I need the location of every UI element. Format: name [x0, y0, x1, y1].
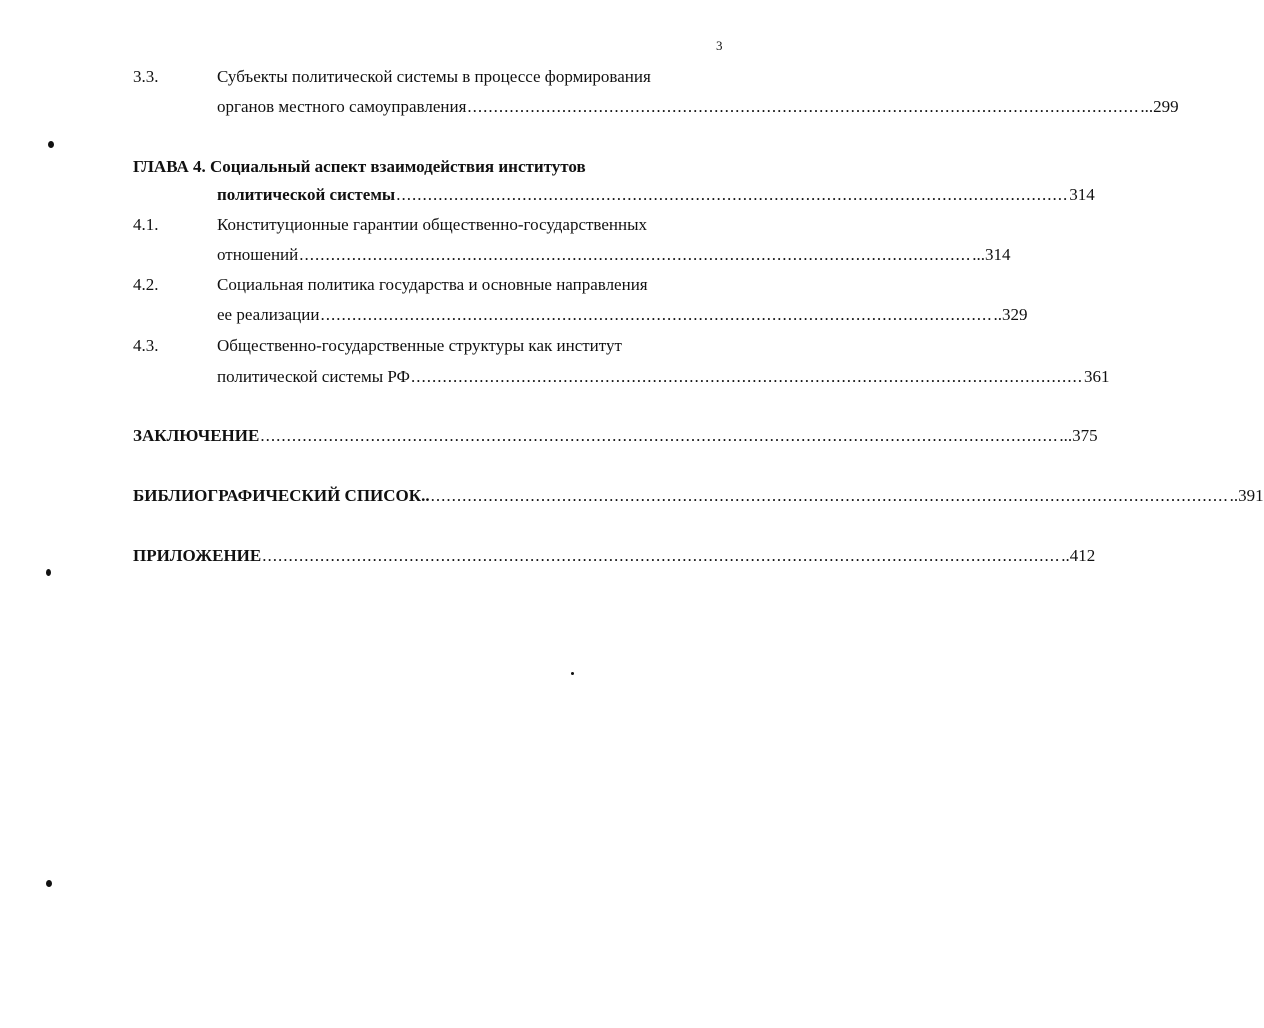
toc-conclusion-label: ЗАКЛЮЧЕНИЕ: [133, 426, 260, 445]
leader-dots: ........................................................................................................................................................: [430, 486, 1229, 505]
leader-dots: ................................................................................................................................: [467, 97, 1140, 116]
toc-title-4-1-line1: Конституционные гарантии общественно-государственных: [217, 215, 648, 234]
toc-page-4-3: 361: [1083, 367, 1110, 386]
leader-dots: ................................................................................................................................: [410, 367, 1083, 386]
leader-dots: ................................................................................................................................: [299, 245, 972, 264]
leader-dots: ........................................................................................................................................................: [260, 426, 1059, 445]
toc-number-4-1: 4.1.: [133, 215, 159, 234]
toc-appendix-label: ПРИЛОЖЕНИЕ: [133, 546, 262, 565]
toc-number-3-3: 3.3.: [133, 67, 159, 86]
toc-page-appendix: ..412: [1061, 546, 1096, 565]
toc-title-4-3-line1: Общественно-государственные структуры как институт: [217, 336, 622, 355]
binding-mark: [46, 569, 51, 576]
toc-title-4-2-line1: Социальная политика государства и основные направления: [217, 275, 648, 294]
toc-title-4-2-line2: ее реализации: [217, 305, 320, 324]
scan-speck: [571, 672, 574, 675]
toc-entry-appendix[interactable]: [133, 545, 1096, 567]
toc-page-3-3: ...299: [1140, 97, 1179, 116]
toc-entry-chapter-4[interactable]: [217, 184, 1095, 206]
leader-dots: ................................................................................................................................: [396, 185, 1069, 204]
toc-entry-4-2[interactable]: [217, 304, 1028, 326]
toc-page-4-1: ...314: [972, 245, 1011, 264]
leader-dots: ................................................................................................................................: [320, 305, 993, 324]
toc-number-4-3: 4.3.: [133, 336, 159, 355]
leader-dots: ........................................................................................................................................................: [262, 546, 1061, 565]
binding-mark: [48, 141, 54, 148]
toc-title-3-3-line1: Субъекты политической системы в процессе формирования: [217, 67, 651, 86]
toc-chapter-4-line1: ГЛАВА 4. Социальный аспект взаимодействия институтов: [133, 157, 586, 176]
toc-entry-3-3[interactable]: [217, 96, 1179, 118]
binding-mark: [46, 880, 52, 887]
toc-page-bibliography: ..391: [1229, 486, 1264, 505]
toc-entry-bibliography[interactable]: [133, 485, 1264, 507]
toc-number-4-2: 4.2.: [133, 275, 159, 294]
toc-page-4-2: ..329: [993, 305, 1028, 324]
toc-title-4-1-line2: отношений: [217, 245, 299, 264]
toc-page-chapter-4: 314: [1069, 185, 1095, 204]
toc-page-conclusion: ...375: [1059, 426, 1098, 445]
toc-entry-conclusion[interactable]: [133, 425, 1098, 447]
page-number: 3: [716, 38, 723, 53]
toc-chapter-4-line2: политической системы: [217, 185, 396, 204]
toc-title-3-3-line2: органов местного самоуправления: [217, 97, 467, 116]
toc-title-4-3-line2: политической системы РФ: [217, 367, 410, 386]
toc-entry-4-1[interactable]: [217, 244, 1011, 266]
toc-entry-4-3[interactable]: [217, 366, 1110, 388]
toc-bibliography-label: БИБЛИОГРАФИЧЕСКИЙ СПИСОК..: [133, 486, 430, 505]
